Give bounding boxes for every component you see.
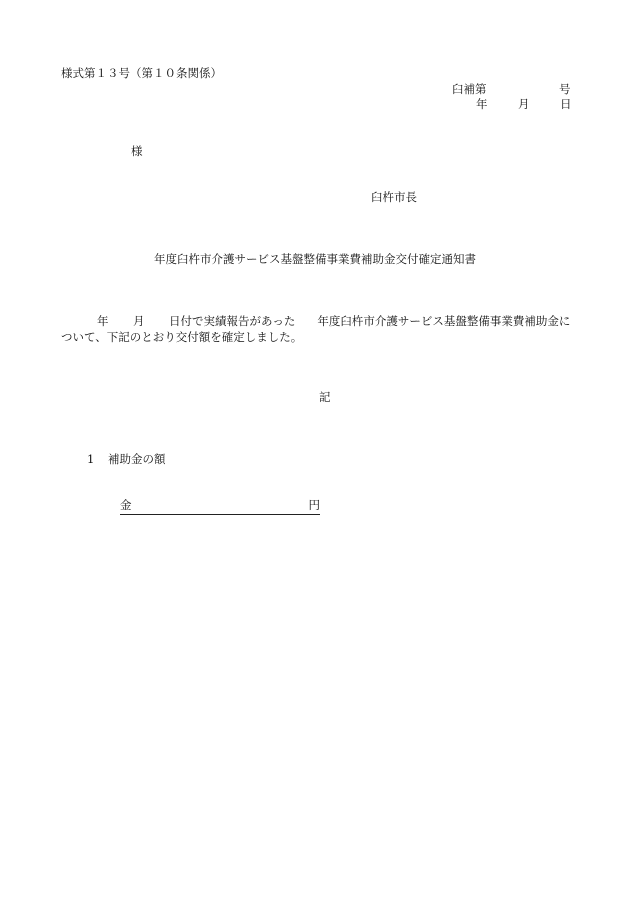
document-date	[476, 99, 572, 111]
amount-suffix: 円	[308, 498, 320, 512]
item-1-number: 1	[87, 452, 95, 466]
item-1	[87, 454, 166, 466]
amount-prefix: 金	[120, 498, 132, 512]
issuer-name: 臼杵市長	[371, 190, 417, 204]
document-number-suffix: 号	[559, 82, 571, 96]
ki-heading: 記	[319, 390, 331, 404]
item-1-label: 補助金の額	[108, 452, 166, 466]
date-month-label: 月	[518, 97, 530, 111]
body-line-2: ついて、下記のとおり交付額を確定しました。	[61, 330, 303, 344]
amount-line	[120, 500, 320, 515]
body-day-text: 日付で実績報告があった	[169, 314, 296, 328]
date-year-label: 年	[476, 97, 488, 111]
addressee-honorific: 様	[131, 144, 143, 158]
document-number	[452, 84, 571, 96]
form-number: 様式第１３号（第１０条関係）	[61, 66, 222, 80]
body-line-1	[97, 316, 570, 328]
notice-title: 年度臼杵市介護サービス基盤整備事業費補助金交付確定通知書	[154, 252, 476, 266]
document-number-prefix: 臼補第	[452, 82, 487, 96]
date-day-label: 日	[560, 97, 572, 111]
body-year-label: 年	[97, 314, 109, 328]
body-line-1-end: 年度臼杵市介護サービス基盤整備事業費補助金に	[317, 314, 571, 328]
body-month-label: 月	[133, 314, 145, 328]
